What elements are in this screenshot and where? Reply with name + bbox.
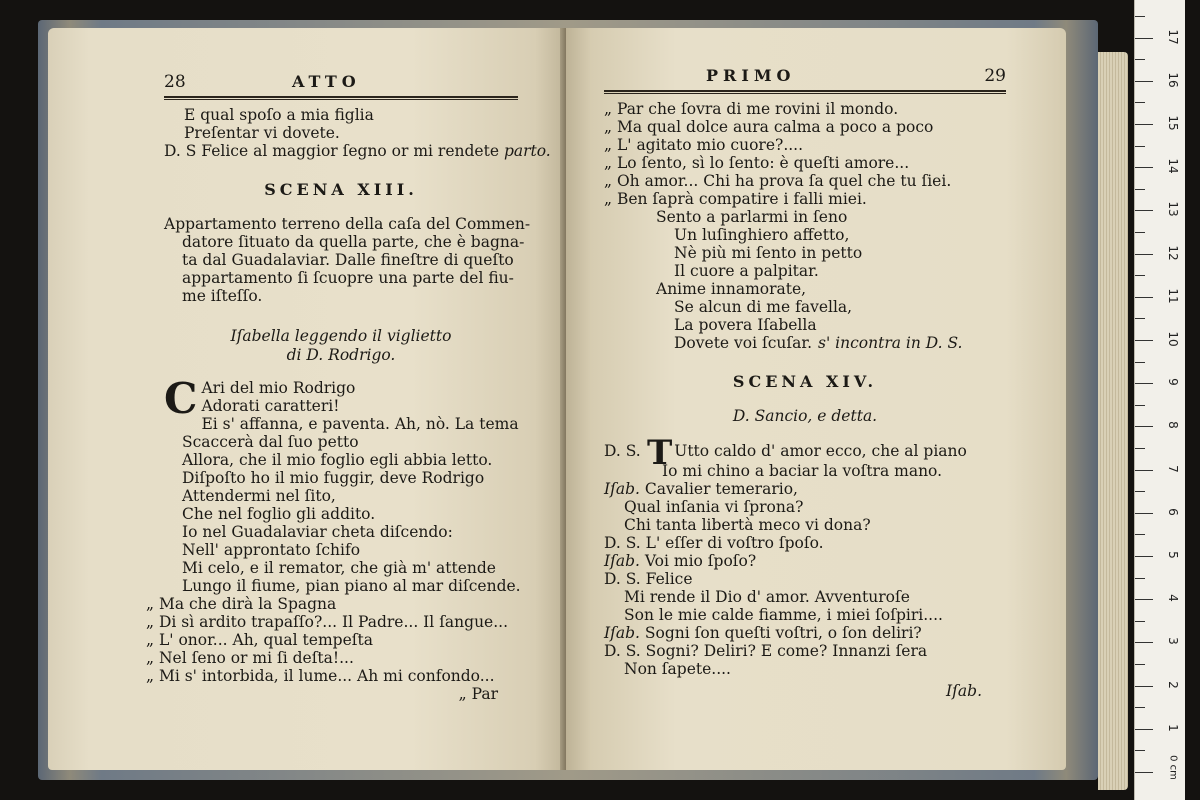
ruler-tick <box>1135 362 1145 363</box>
stage-direction: parto. <box>503 142 551 160</box>
speaker-label: Iſab. <box>604 552 640 570</box>
ruler-number: 8 <box>1166 421 1180 430</box>
ruler-number: 14 <box>1166 158 1180 174</box>
ruler-tick <box>1135 405 1145 406</box>
aria-block <box>604 208 1006 352</box>
dialogue-block <box>604 433 1006 678</box>
aria-line <box>604 262 1006 280</box>
speech-text: Cavalier temerario, <box>644 480 798 498</box>
speech-text: Io mi chino a baciar la voſtra mano. <box>662 462 943 480</box>
text-line: Preſentar vi dovete. <box>184 124 340 142</box>
speech-text: Mi rende il Dio d' amor. Avventuroſe <box>624 588 910 606</box>
right-page <box>566 28 1066 770</box>
ruler-tick <box>1135 729 1153 730</box>
ruler-tick <box>1135 340 1153 341</box>
aria-line <box>604 244 1006 262</box>
verse-line: „ L' onor... Ah, qual tempeſta <box>146 631 373 649</box>
ruler-tick <box>1135 167 1153 168</box>
ruler-tick <box>1135 664 1145 665</box>
measuring-ruler <box>1134 0 1185 800</box>
aria-text: Sento a parlarmi in ſeno <box>656 208 848 226</box>
speaker-label: Iſab. <box>604 624 640 642</box>
text-line: E qual spoſo a mia figlia <box>184 106 374 124</box>
speech-text: Qual inſania vi ſprona? <box>624 498 804 516</box>
ruler-tick <box>1135 210 1153 211</box>
ruler-tick <box>1135 578 1145 579</box>
ruler-number: 4 <box>1166 594 1180 602</box>
speech-text: Sogni ſon queſti voſtri, o ſon deliri? <box>644 624 922 642</box>
ruler-tick <box>1135 254 1153 255</box>
drop-cap: C <box>164 374 198 423</box>
speech-text: Chi tanta libertà meco vi dona? <box>624 516 871 534</box>
ruler-unit-label: 0 cm <box>1167 755 1179 780</box>
speaker-label: D. S. <box>604 534 641 552</box>
ruler-tick <box>1135 491 1145 492</box>
stage-direction: s' incontra in D. S. <box>818 334 963 352</box>
aria-line <box>604 316 1006 334</box>
speech-text: L' eſſer di voſtro ſpoſo. <box>645 534 824 552</box>
ruler-tick <box>1135 513 1153 514</box>
ruler-tick <box>1135 383 1153 384</box>
catchword: Iſab. <box>946 682 982 700</box>
quoted-line: „ L' agitato mio cuore?.... <box>604 136 804 154</box>
verse-line: Diſpoſto ho il mio fuggir, deve Rodrigo <box>182 469 485 487</box>
ruler-number: 7 <box>1166 464 1180 473</box>
left-running-head <box>164 72 518 96</box>
left-page-number: 28 <box>164 72 186 92</box>
ruler-number: 2 <box>1166 680 1180 689</box>
verse-block <box>146 374 521 685</box>
verse-line: Lungo il fiume, pian piano al mar diſcende. <box>182 577 521 595</box>
scene-persons: D. Sancio, e detta. <box>732 407 878 425</box>
verse-line: „ Ma che dirà la Spagna <box>146 595 337 613</box>
dialogue-line <box>604 516 1006 534</box>
speech-text: Non ſapete.... <box>624 660 731 678</box>
ruler-number: 10 <box>1166 331 1180 347</box>
ruler-number: 16 <box>1166 72 1180 88</box>
ruler-tick <box>1135 750 1145 751</box>
ruler-tick <box>1135 59 1145 60</box>
ruler-number: 6 <box>1166 507 1180 516</box>
ruler-tick <box>1135 38 1153 39</box>
description-line: datore ſituato da quella parte, che è bagna- <box>182 233 525 251</box>
ruler-tick <box>1135 686 1153 687</box>
verse-line: „ Nel ſeno or mi ſi deſta!... <box>146 649 354 667</box>
ruler-number: 11 <box>1166 288 1180 304</box>
verse-line: Ari del mio Rodrigo <box>201 379 356 397</box>
ruler-tick <box>1135 146 1145 147</box>
quoted-line: „ Oh amor... Chi ha prova ſa quel che tu ſiei. <box>604 172 952 190</box>
ruler-tick <box>1135 318 1145 319</box>
speaker-label: Iſab. <box>604 480 640 498</box>
verse-line: „ Di sì ardito trapaſſo?... Il Padre... Il ſangue... <box>146 613 509 631</box>
ruler-tick <box>1135 772 1153 773</box>
quoted-line: „ Par che ſovra di me rovini il mondo. <box>604 100 899 118</box>
aria-text: Se alcun di me favella, <box>674 298 853 316</box>
ruler-tick <box>1135 232 1145 233</box>
ruler-number: 13 <box>1166 201 1180 218</box>
aria-text: Nè più mi ſento in petto <box>674 244 863 262</box>
ruler-tick <box>1135 556 1153 557</box>
dialogue-line <box>604 498 1006 516</box>
left-running-title: ATTO <box>292 72 361 91</box>
speaker-label: D. S. <box>604 570 641 588</box>
verse-line: Che nel foglio gli addito. <box>182 505 376 523</box>
ruler-tick <box>1135 124 1153 125</box>
page-edges <box>1098 52 1128 790</box>
ruler-number: 3 <box>1166 637 1180 646</box>
verse-line: „ Mi s' intorbida, il lume... Ah mi confondo... <box>146 667 495 685</box>
dialogue-line <box>604 606 1006 624</box>
verse-line: Adorati caratteri! <box>201 397 340 415</box>
ruler-tick <box>1135 426 1153 427</box>
stage-direction-line: Iſabella leggendo il viglietto <box>230 327 452 345</box>
ruler-number: 1 <box>1166 723 1180 732</box>
dialogue-line <box>604 462 1006 480</box>
ruler-tick <box>1135 470 1153 471</box>
ruler-tick <box>1135 621 1145 622</box>
quoted-line: „ Ma qual dolce aura calma a poco a poco <box>604 118 934 136</box>
verse-line: Nell' approntato ſchifo <box>182 541 361 559</box>
description-line: appartamento ſi ſcuopre una parte del fiu- <box>182 269 514 287</box>
right-running-head <box>604 66 1006 90</box>
drop-cap: T <box>646 433 673 473</box>
verse-line: Attendermi nel ſito, <box>182 487 336 505</box>
left-header-rule <box>164 96 518 100</box>
ruler-tick <box>1135 189 1145 190</box>
ruler-number: 12 <box>1166 244 1180 261</box>
speaker-label: D. S. <box>604 642 641 660</box>
speech-text: Son le mie calde fiamme, i miei ſoſpiri.... <box>624 606 943 624</box>
ruler-tick <box>1135 707 1145 708</box>
ruler-tick <box>1135 534 1145 535</box>
ruler-tick <box>1135 297 1153 298</box>
scene-title: SCENA XIV. <box>732 372 878 391</box>
verse-line: Allora, che il mio foglio egli abbia letto. <box>182 451 493 469</box>
catchword: „ Par <box>458 685 498 703</box>
scene-title: SCENA XIII. <box>264 180 418 199</box>
speaker-line <box>164 142 551 160</box>
ruler-number: 15 <box>1166 115 1180 131</box>
verse-line: Mi celo, e il remator, che già m' attende <box>182 559 496 577</box>
ruler-tick <box>1135 448 1145 449</box>
quoted-line: „ Lo ſento, sì lo ſento: è queſti amore... <box>604 154 910 172</box>
aria-line <box>604 280 1006 298</box>
ruler-number: 17 <box>1166 28 1180 45</box>
ruler-tick <box>1135 102 1145 103</box>
dialogue-line <box>604 570 1006 588</box>
right-header-rule <box>604 90 1006 94</box>
verse-line: Io nel Guadalaviar cheta diſcendo: <box>182 523 453 541</box>
dialogue-line <box>604 480 1006 498</box>
aria-line <box>604 334 1006 352</box>
quoted-line: „ Ben ſaprà compatire i falli miei. <box>604 190 867 208</box>
verse-line: Scaccerà dal ſuo petto <box>182 433 359 451</box>
dialogue-line <box>604 588 1006 606</box>
aria-line <box>604 298 1006 316</box>
dialogue-line <box>604 660 1006 678</box>
dialogue-line <box>604 642 1006 660</box>
scene-description <box>164 215 531 305</box>
aria-text: Anime innamorate, <box>656 280 807 298</box>
ruler-tick <box>1135 16 1145 17</box>
aria-line <box>604 208 1006 226</box>
verse-line: Ei s' affanna, e paventa. Ah, nò. La tema <box>201 415 519 433</box>
stage-direction-line: di D. Rodrigo. <box>286 346 396 364</box>
dialogue-line <box>604 534 1006 552</box>
ruler-tick <box>1135 599 1153 600</box>
aria-text: Un luſinghiero affetto, <box>674 226 850 244</box>
ruler-tick <box>1135 275 1145 276</box>
speech-text: Sogni? Deliri? E come? Innanzi ſera <box>645 642 928 660</box>
dialogue-line <box>604 552 1006 570</box>
speech-text: Felice <box>645 570 693 588</box>
ruler-number: 9 <box>1166 378 1180 386</box>
aria-text: Il cuore a palpitar. <box>674 262 819 280</box>
ruler-number: 5 <box>1166 551 1180 559</box>
speech-text: Felice al maggior ſegno or mi rendete <box>201 142 499 160</box>
aria-line <box>604 226 1006 244</box>
dialogue-line <box>604 624 1006 642</box>
speaker-label: D. S <box>164 142 197 160</box>
ruler-tick <box>1135 642 1153 643</box>
speech-text: Voi mio ſpoſo? <box>644 552 757 570</box>
quoted-verse-block <box>604 100 1006 208</box>
speech-text: Utto caldo d' amor ecco, che al piano <box>674 442 967 460</box>
aria-text: La povera Iſabella <box>674 316 817 334</box>
speaker-label: D. S. <box>604 442 641 460</box>
description-line: Appartamento terreno della caſa del Commen- <box>164 215 531 233</box>
aria-text: Dovete voi ſcuſar. <box>674 334 813 352</box>
left-page <box>48 28 566 770</box>
right-running-title: PRIMO <box>706 66 796 85</box>
description-line: ta dal Guadalaviar. Dalle fineſtre di queſto <box>182 251 514 269</box>
right-page-number: 29 <box>984 66 1006 86</box>
description-line: me iſteſſo. <box>182 287 263 305</box>
ruler-tick <box>1135 81 1153 82</box>
